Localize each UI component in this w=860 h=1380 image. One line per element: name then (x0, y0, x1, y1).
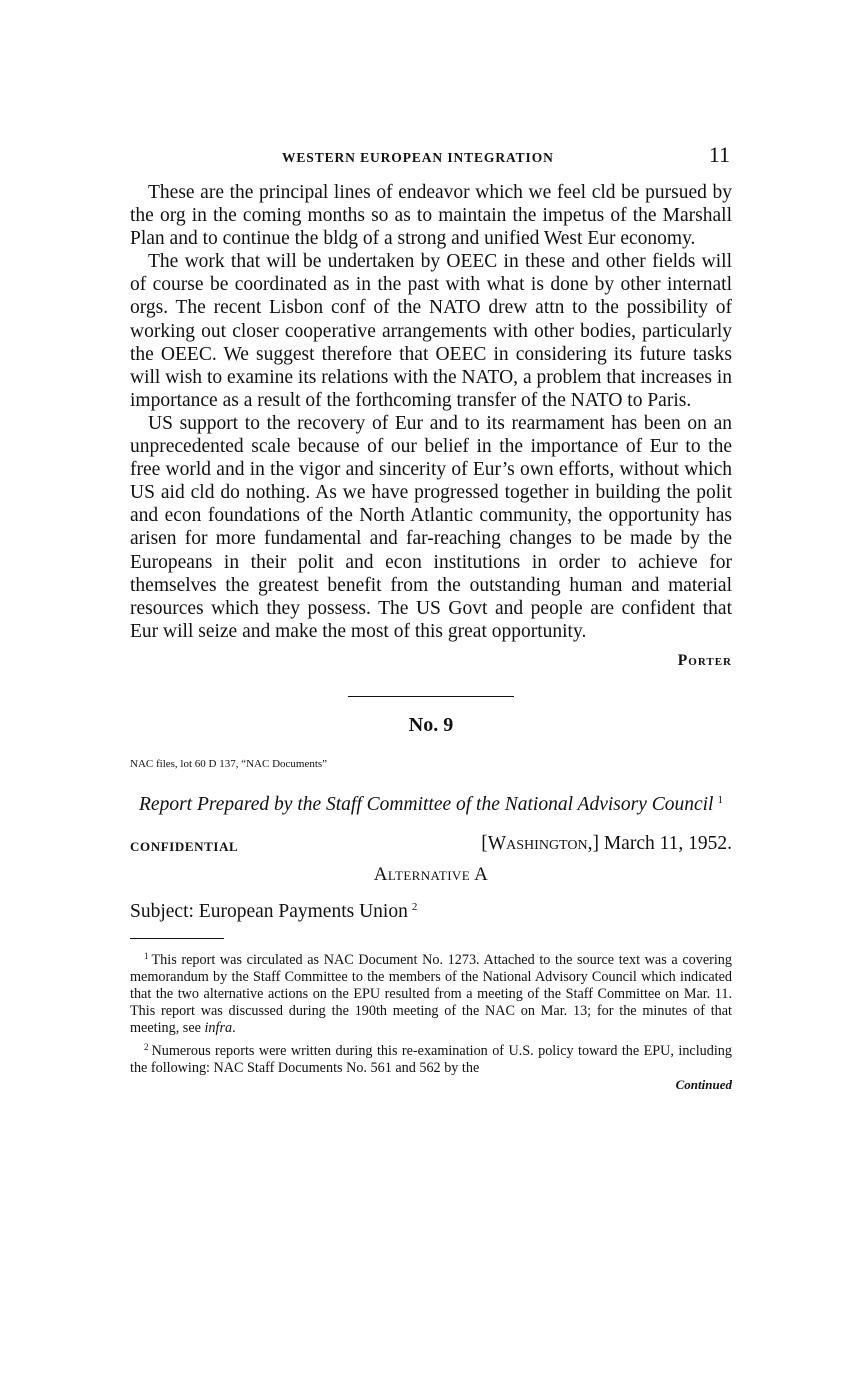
footnote-marker: 2 (144, 1041, 149, 1052)
footnote-marker: 1 (144, 950, 149, 961)
subject-text: Subject: European Payments Union (130, 900, 408, 922)
footnote-text: This report was circulated as NAC Document No. 1273. Attached to the source text was a covering memorandum by the Staff Committee to the members of the National Advisory Council which indicated that the two alternative actions on the EPU resulted from a meeting of the Staff Committee on Mar. 11. This report was discussed during the 190th meeting of the NAC on Mar. 13; for the minutes of that meeting, see (130, 951, 732, 1036)
continued-label: Continued (675, 1076, 732, 1092)
date-line (481, 833, 732, 855)
subject-line (130, 901, 732, 923)
document-number: No. 9 (408, 713, 454, 736)
body-paragraph: These are the principal lines of endeavor which we feel cld be pursued by the org in the coming months so as to maintain the impetus of the Marshall Plan and to continue the bldg of a strong and unified West Eur economy. (130, 182, 732, 250)
footnote-text-end: . (232, 1019, 236, 1036)
footnote-divider (130, 938, 224, 939)
classification-label: CONFIDENTIAL (130, 838, 239, 854)
running-head (130, 140, 732, 174)
place-label: [Washington,] (481, 832, 599, 854)
running-title: WESTERN EUROPEAN INTEGRATION (282, 150, 554, 165)
footnote-text: Numerous reports were written during this re-examination of U.S. policy toward the EPU, including the following: NAC Staff Documents No. 561 and 562 by the (130, 1042, 732, 1076)
report-title-text: Report Prepared by the Staff Committee of the National Advisory Council (139, 793, 714, 815)
footnote-ref-2: 2 (411, 900, 418, 913)
source-note: NAC files, lot 60 D 137, “NAC Documents” (130, 757, 328, 770)
date-label: March 11, 1952. (603, 832, 732, 854)
signature: Porter (677, 651, 732, 669)
footnote-1 (130, 948, 732, 1037)
body-paragraph: The work that will be undertaken by OEEC in these and other fields will of course be coordinated as in the past with what is done by other internatl orgs. The recent Lisbon conf of the NATO drew attn to the possibility of working out closer cooperative arrangements with other bodies, particularly the OEEC. We suggest therefore that OEEC in considering its future tasks will wish to examine its relations with the NATO, a problem that increases in importance as a result of the forthcoming transfer of the NATO to Paris. (130, 251, 732, 411)
body-paragraph: US support to the recovery of Eur and to its rearmament has been on an unprecedented scale because of our belief in the importance of Eur to the free world and in the vigor and sincerity of Eur’s own efforts, without which US aid cld do nothing. As we have progressed together in building the polit and econ foundations of the North Atlantic community, the opportunity has arisen for more fundamental and far-reaching changes to be made by the Europeans in their polit and econ institutions in order to achieve for themselves the greatest benefit from the outstanding human and material resources which they possess. The US Govt and people are confident that Eur will seize and make the most of this great opportunity. (130, 412, 732, 642)
section-divider (348, 696, 514, 697)
page-number: 11 (708, 142, 730, 167)
footnote-2 (130, 1039, 732, 1077)
footnote-ref-1: 1 (717, 793, 723, 806)
document-page (130, 140, 732, 1093)
dateline (130, 833, 732, 859)
report-title (136, 789, 726, 816)
alternative-heading: Alternative A (373, 863, 489, 885)
footnote-italic: infra (204, 1019, 233, 1036)
